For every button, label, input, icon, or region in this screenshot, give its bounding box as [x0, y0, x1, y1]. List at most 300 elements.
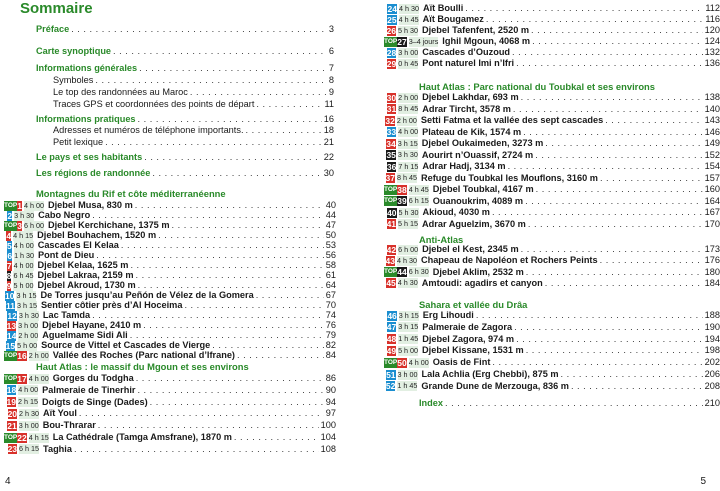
route-duration: 5 h 00 [13, 280, 34, 290]
route-name: Djebel Lakraa, 2159 m [37, 270, 134, 280]
route-number: 36 [386, 161, 397, 172]
route-duration: 2 h 00 [398, 92, 419, 102]
section-heading: Haut Atlas : le massif du Mgoun et ses environs [36, 361, 249, 372]
route-entry[interactable] [384, 219, 720, 230]
top-badge: TOP [384, 268, 398, 276]
route-page: 157 [704, 172, 720, 183]
route-number: 38 [397, 184, 407, 195]
route-number: 8 [6, 270, 12, 281]
route-name: Vallée des Roches (Parc national d’Ifrane) [52, 350, 235, 360]
leader-dots [486, 14, 703, 25]
route-duration: 4 h 30 [398, 3, 419, 13]
route-page: 176 [704, 255, 720, 266]
route-page: 138 [704, 92, 720, 102]
route-name: Djebel Lakhdar, 693 m [422, 92, 519, 102]
route-number: 23 [7, 444, 18, 455]
route-duration: 3 h 15 [398, 322, 419, 332]
route-entry[interactable] [384, 322, 720, 333]
route-entry[interactable] [384, 381, 720, 392]
route-name: Djebel el Kest, 2345 m [422, 244, 519, 254]
leader-dots [516, 334, 703, 345]
leader-dots [545, 278, 703, 289]
top-badge: TOP [384, 37, 398, 45]
route-page: 132 [704, 47, 720, 57]
route-page: 188 [704, 310, 720, 320]
route-page: 53 [325, 240, 336, 250]
route-page: 154 [704, 161, 720, 171]
top-badge: TOP [384, 185, 398, 193]
toc-entry-label: Symboles [53, 75, 94, 85]
route-name: Chapeau de Napoléon et Rochers Peints [420, 255, 598, 266]
route-number: 48 [386, 334, 397, 345]
route-duration: 5 h 30 [398, 207, 419, 217]
route-duration: 4 h 00 [28, 373, 49, 383]
route-name: Djebel Aklim, 2532 m [432, 266, 524, 277]
route-page: 198 [704, 345, 720, 356]
route-number: 33 [386, 127, 397, 137]
leader-dots [532, 36, 703, 47]
route-entry[interactable] [384, 278, 720, 289]
leader-dots [105, 137, 322, 148]
route-duration: 3 h 00 [398, 47, 419, 57]
route-page: 112 [705, 3, 720, 13]
route-name: Palmeraie de Tinerhir [42, 384, 136, 395]
leader-dots [535, 150, 702, 161]
route-duration: 6 h 45 [13, 270, 34, 280]
route-number: 12 [7, 310, 17, 321]
route-duration: 4 h 30 [397, 278, 418, 288]
top-badge: TOP [4, 351, 18, 359]
toc-entry[interactable] [53, 75, 334, 86]
leader-dots [514, 322, 703, 333]
route-entry[interactable] [4, 397, 336, 408]
route-duration: 3 h 00 [18, 420, 39, 430]
route-duration: 3 h 15 [16, 290, 37, 300]
route-name: Lac Tamda [42, 310, 91, 320]
right-page [360, 0, 720, 491]
route-entry[interactable] [4, 373, 336, 384]
leader-dots [136, 373, 324, 384]
route-duration: 4 h 00 [18, 385, 39, 395]
route-name: Setti Fatma et la vallée des sept cascades [420, 115, 604, 125]
toc-entry-page: 21 [323, 137, 334, 147]
route-page: 120 [704, 25, 720, 35]
route-page: 61 [325, 270, 336, 280]
route-number: 4 [6, 230, 12, 241]
route-duration: 6 h 00 [23, 220, 44, 230]
route-entry[interactable] [384, 92, 720, 103]
route-page: 94 [325, 396, 336, 407]
index-entry[interactable] [419, 398, 720, 409]
route-entry[interactable] [384, 150, 720, 161]
route-name: Aguelmame Sidi Ali [42, 330, 128, 340]
route-page: 208 [704, 380, 720, 391]
route-duration: 4 h 00 [13, 240, 34, 250]
toc-entry[interactable] [36, 63, 334, 74]
route-number: 42 [386, 244, 397, 255]
route-number: 31 [386, 104, 397, 114]
route-entry[interactable] [384, 14, 720, 25]
index-page: 210 [704, 398, 720, 408]
route-entry[interactable] [384, 196, 720, 207]
route-number: 19 [6, 397, 17, 408]
toc-entry[interactable] [36, 24, 334, 35]
route-entry[interactable] [384, 267, 720, 278]
route-duration: 1 h 45 [398, 334, 419, 344]
route-page: 74 [325, 310, 336, 320]
route-page: 97 [325, 408, 336, 419]
leader-dots [536, 184, 703, 195]
route-page: 67 [325, 290, 336, 300]
route-duration: 6 h 00 [398, 244, 419, 254]
route-entry[interactable] [4, 408, 336, 419]
route-entry[interactable] [4, 385, 336, 396]
route-page: 194 [704, 333, 720, 344]
route-entry[interactable] [384, 104, 720, 115]
route-name: Djebel Zagora, 974 m [422, 333, 515, 344]
route-page: 76 [325, 320, 336, 330]
route-entry[interactable] [384, 115, 720, 126]
route-number: 46 [387, 310, 397, 321]
leader-dots [528, 219, 703, 230]
route-number: 34 [386, 138, 396, 149]
top-badge: TOP [4, 433, 18, 441]
toc-entry[interactable] [36, 114, 334, 125]
route-entry[interactable] [384, 138, 720, 149]
route-page: 82 [325, 340, 336, 350]
route-entry[interactable] [384, 161, 720, 172]
route-duration: 6 h 15 [19, 444, 40, 454]
index-label: Index [419, 398, 443, 408]
leader-dots [138, 114, 322, 125]
route-page: 202 [704, 357, 720, 368]
route-entry[interactable] [384, 310, 720, 321]
leader-dots [600, 173, 703, 184]
route-duration: 4 h 00 [23, 200, 44, 210]
route-name: Plateau de Kik, 1574 m [422, 126, 522, 137]
route-page: 146 [704, 126, 720, 137]
route-number: 13 [6, 320, 17, 331]
toc-entry-page: 8 [328, 75, 334, 85]
route-name: Cascades d’Ouzoud [422, 47, 511, 57]
leader-dots [521, 92, 703, 103]
route-duration: 3 h 15 [397, 138, 418, 148]
toc-entry[interactable] [36, 46, 334, 57]
leader-dots [246, 125, 322, 136]
route-name: Djebel Musa, 830 m [47, 200, 133, 210]
page-title: Sommaire [20, 0, 93, 17]
route-entry[interactable] [4, 444, 336, 455]
route-number: 51 [386, 369, 396, 380]
route-page: 50 [325, 230, 336, 240]
route-name: Djebel Kelaa, 1625 m [37, 260, 129, 270]
route-entry[interactable] [384, 58, 720, 69]
route-duration: 2 h 00 [18, 330, 39, 340]
route-entry[interactable] [384, 47, 720, 58]
route-name: Aourirt n’Ouassif, 2724 m [421, 149, 534, 160]
route-entry[interactable] [4, 432, 336, 443]
leader-dots [526, 267, 703, 278]
leader-dots [525, 196, 703, 207]
route-duration: 4 h 00 [408, 357, 429, 367]
route-page: 79 [325, 330, 336, 340]
toc-entry-page: 18 [323, 125, 334, 135]
leader-dots [545, 138, 702, 149]
route-entry[interactable] [384, 36, 720, 47]
toc-entry-page: 16 [323, 114, 334, 124]
route-number: 1 [17, 200, 22, 211]
leader-dots [256, 99, 322, 110]
route-number: 22 [17, 432, 27, 443]
toc-entry[interactable] [53, 99, 334, 110]
route-duration: 2 h 30 [19, 408, 40, 418]
route-name: De Torres jusqu’au Peñón de Vélez de la Gomera [40, 290, 254, 300]
toc-entry-page: 30 [323, 168, 334, 178]
leader-dots [531, 25, 703, 36]
route-page: 164 [704, 195, 720, 206]
leader-dots [144, 152, 322, 163]
route-number: 29 [386, 58, 397, 69]
top-badge: TOP [384, 197, 398, 204]
route-page: 124 [704, 36, 720, 46]
leader-dots [137, 385, 323, 396]
route-name: Adrar Hadj, 3134 m [422, 161, 506, 171]
toc-entry-label: Préface [36, 24, 70, 34]
route-name: Grande Dune de Merzouga, 836 m [421, 380, 569, 391]
route-number: 52 [385, 381, 396, 392]
route-name: Erg Lihoudi [422, 310, 474, 320]
leader-dots [79, 408, 324, 419]
route-entry[interactable] [384, 244, 720, 255]
leader-dots [526, 345, 703, 356]
route-number: 5 [6, 240, 12, 251]
route-entry[interactable] [384, 207, 720, 218]
toc-entry-page: 11 [324, 99, 334, 109]
route-number: 45 [386, 278, 396, 289]
toc-entry-label: Informations pratiques [36, 114, 136, 124]
route-page: 149 [704, 138, 720, 148]
route-number: 49 [386, 345, 397, 356]
route-name: Sentier côtier près d’Al Hoceima [41, 300, 183, 310]
route-page: 64 [325, 280, 336, 290]
route-entry[interactable] [384, 127, 720, 138]
section-heading: Montagnes du Rif et côte méditerranéenne [36, 188, 226, 199]
route-page: 170 [704, 218, 720, 229]
leader-dots [476, 310, 703, 321]
leader-dots [512, 47, 703, 58]
route-page: 190 [704, 321, 720, 332]
route-duration: 3–4 jours [408, 36, 439, 46]
leader-dots [234, 432, 319, 443]
leader-dots [513, 104, 703, 115]
route-name: Djebel Kerchichane, 1375 m [47, 220, 170, 230]
route-number: 10 [5, 290, 15, 301]
route-name: Lala Achlia (Erg Chebbi), 875 m [421, 369, 559, 379]
route-duration: 1 h 30 [14, 250, 35, 260]
toc-entry-label: Informations générales [36, 63, 138, 73]
route-entry[interactable] [384, 184, 720, 195]
leader-dots [508, 161, 703, 172]
toc-entry[interactable] [53, 125, 334, 136]
route-page: 167 [704, 207, 720, 217]
route-duration: 3 h 15 [398, 310, 419, 320]
route-number: 43 [385, 255, 395, 266]
route-page: 104 [320, 432, 336, 442]
route-name: Djebel Bouhachem, 1520 m [37, 230, 157, 240]
route-entry[interactable] [4, 350, 336, 361]
route-duration: 3 h 30 [18, 310, 39, 320]
route-name: Adrar Aguelzim, 3670 m [422, 218, 526, 229]
leader-dots [113, 46, 327, 57]
route-duration: 5 h 00 [398, 345, 419, 355]
route-entry[interactable] [384, 369, 720, 380]
route-number: 27 [397, 36, 407, 47]
route-number: 37 [385, 173, 395, 183]
route-number: 39 [397, 196, 407, 206]
toc-entry-page: 6 [328, 46, 334, 56]
route-page: 180 [704, 266, 720, 277]
route-page: 206 [704, 369, 720, 379]
route-duration: 5 h 00 [17, 340, 38, 350]
route-name: Cascades El Kelaa [37, 240, 119, 250]
route-page: 160 [704, 184, 720, 194]
route-name: Ighil Mgoun, 4068 m [442, 36, 531, 46]
route-number: 14 [6, 330, 17, 341]
route-duration: 4 h 15 [28, 432, 49, 442]
leader-dots [95, 75, 327, 86]
route-duration: 4 h 00 [13, 260, 34, 270]
leader-dots [521, 244, 703, 255]
leader-dots [523, 127, 703, 138]
toc-entry-page: 3 [328, 24, 334, 34]
leader-dots [561, 369, 703, 380]
route-page: 86 [325, 373, 336, 383]
route-page: 108 [320, 443, 336, 454]
route-duration: 3 h 15 [17, 300, 38, 310]
leader-dots [605, 115, 702, 126]
route-name: Source de Vittel et Cascades de Vierge [41, 340, 211, 350]
toc-entry-label: Les régions de randonnée [36, 168, 151, 178]
route-number: 20 [7, 408, 18, 419]
route-duration: 3 h 30 [397, 150, 418, 159]
route-duration: 4 h 45 [408, 184, 429, 194]
route-number: 21 [7, 420, 17, 431]
route-number: 26 [386, 25, 396, 36]
route-duration: 7 h 15 [398, 161, 419, 171]
route-number: 18 [6, 385, 17, 396]
route-name: Adrar Tircht, 3578 m [422, 103, 511, 114]
leader-dots [152, 168, 321, 179]
toc-entry-label: Le pays et ses habitants [36, 152, 143, 162]
leader-dots [492, 357, 702, 368]
route-number: 6 [7, 250, 13, 261]
route-entry[interactable] [384, 255, 720, 266]
route-number: 11 [6, 300, 16, 311]
top-badge: TOP [4, 201, 18, 209]
route-number: 7 [6, 260, 12, 271]
route-duration: 8 h 45 [396, 173, 417, 182]
toc-entry[interactable] [53, 87, 334, 98]
route-entry[interactable] [384, 357, 720, 368]
toc-entry[interactable] [36, 168, 334, 179]
route-page: 140 [704, 103, 720, 114]
route-duration: 3 h 00 [18, 320, 39, 330]
toc-entry-label: Carte synoptique [36, 46, 112, 56]
route-number: 3 [17, 220, 22, 231]
route-page: 173 [704, 244, 720, 254]
route-name: Djebel Hayane, 2410 m [42, 320, 142, 330]
route-duration: 4 h 30 [396, 255, 417, 265]
leader-dots [492, 207, 703, 218]
route-name: Doigts de Singe (Dades) [42, 396, 148, 407]
toc-entry[interactable] [36, 152, 334, 163]
route-number: 40 [387, 207, 397, 218]
route-name: Cabo Negro [38, 210, 91, 220]
route-page: 90 [325, 384, 336, 395]
route-entry[interactable] [384, 25, 720, 36]
route-number: 2 [7, 210, 13, 221]
route-number: 16 [17, 350, 27, 361]
route-duration: 4 h 00 [398, 127, 419, 136]
route-number: 41 [386, 219, 397, 229]
route-page: 116 [705, 14, 720, 24]
route-name: Aït Boulli [422, 3, 464, 13]
route-page: 47 [325, 220, 336, 230]
route-number: 25 [387, 14, 397, 25]
leader-dots [71, 24, 327, 35]
route-duration: 2 h 00 [396, 115, 417, 125]
route-page: 84 [325, 350, 336, 360]
route-number: 30 [386, 92, 397, 103]
top-badge: TOP [4, 374, 18, 382]
route-name: Taghia [43, 443, 72, 454]
route-name: Pont de Dieu [38, 250, 95, 260]
route-duration: 3 h 30 [14, 210, 35, 220]
top-badge: TOP [384, 358, 398, 366]
route-duration: 6 h 30 [408, 267, 429, 277]
route-page: 136 [704, 58, 720, 68]
toc-entry[interactable] [53, 137, 334, 148]
page-number-left: 4 [5, 476, 11, 487]
route-page: 152 [704, 149, 720, 160]
route-duration: 4 h 45 [398, 14, 419, 24]
route-name: Amtoudi: agadirs et canyon [421, 277, 543, 288]
route-entry[interactable] [384, 173, 720, 184]
leader-dots [237, 350, 324, 361]
route-page: 44 [325, 210, 336, 220]
toc-entry-page: 22 [323, 152, 334, 162]
route-duration: 5 h 15 [398, 219, 419, 228]
leader-dots [445, 398, 703, 409]
route-entry[interactable] [384, 334, 720, 345]
route-duration: 3 h 00 [397, 369, 418, 379]
section-heading: Haut Atlas : Parc national du Toubkal et ses environs [419, 81, 655, 92]
route-number: 44 [397, 267, 407, 278]
leader-dots [190, 87, 327, 98]
page-number-right: 5 [700, 476, 706, 487]
route-duration: 2 h 00 [28, 350, 49, 360]
route-entry[interactable] [384, 345, 720, 356]
route-entry[interactable] [384, 3, 720, 14]
route-entry[interactable] [4, 420, 336, 431]
route-duration: 1 h 45 [397, 381, 418, 391]
leader-dots [516, 58, 703, 69]
route-name: Bou-Thrarar [42, 420, 96, 431]
section-heading: Sahara et vallée du Drâa [419, 299, 528, 310]
route-name: Djebel Akroud, 1730 m [37, 280, 136, 290]
route-name: Aït Bougamez [422, 14, 484, 24]
toc-entry-label: Adresses et numéros de téléphone importants. [53, 125, 244, 135]
